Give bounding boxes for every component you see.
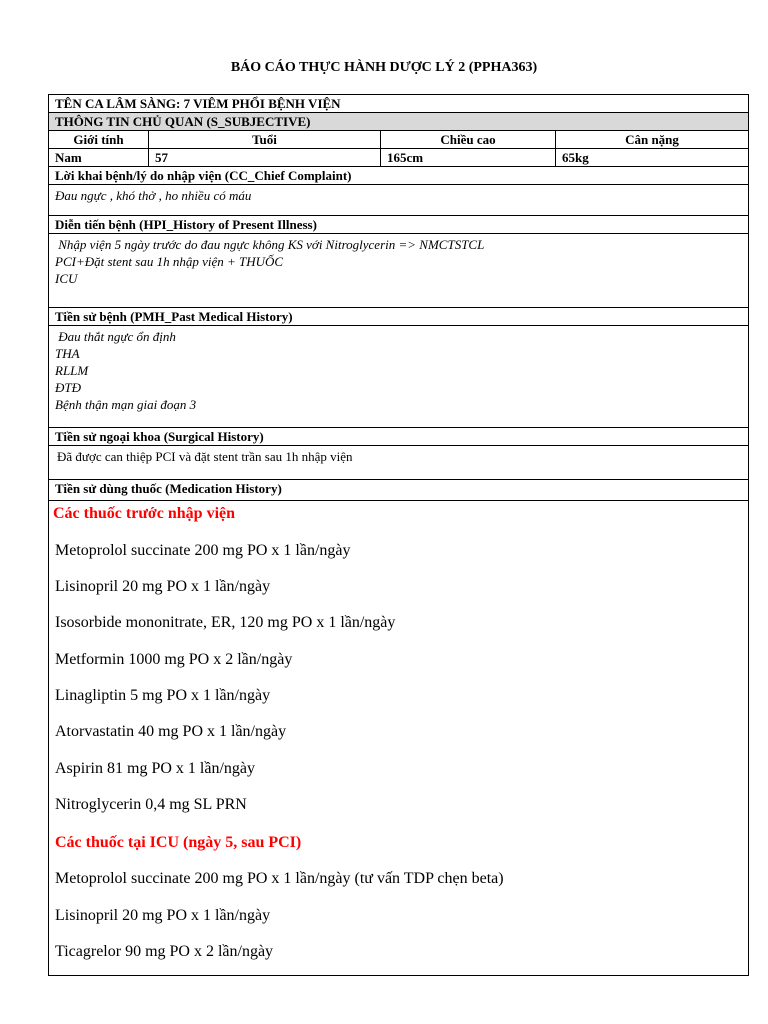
subjective-header-row bbox=[49, 113, 748, 131]
pmh-item: RLLM bbox=[55, 363, 89, 378]
case-report-table bbox=[48, 94, 749, 976]
medication-item: Lisinopril 20 mg PO x 1 lần/ngày bbox=[55, 578, 271, 595]
demographics-header-row bbox=[49, 131, 748, 149]
medication-item: Nitroglycerin 0,4 mg SL PRN bbox=[55, 796, 247, 813]
demographics-value-row bbox=[49, 149, 748, 167]
icu-medication-item: Ticagrelor 90 mg PO x 2 lần/ngày bbox=[55, 943, 274, 960]
medication-item: Metformin 1000 mg PO x 2 lần/ngày bbox=[55, 651, 293, 668]
height-header: Chiều cao bbox=[381, 131, 556, 148]
hpi-label: Diễn tiến bệnh (HPI_History of Present Illness) bbox=[55, 217, 317, 232]
chief-complaint-row bbox=[49, 185, 748, 216]
subjective-header: THÔNG TIN CHỦ QUAN (S_SUBJECTIVE) bbox=[55, 114, 311, 129]
weight-value: 65kg bbox=[562, 150, 589, 165]
pmh-row bbox=[49, 326, 748, 428]
surgical-label-row bbox=[49, 428, 748, 446]
pmh-item: Đau thắt ngực ổn định bbox=[55, 329, 176, 344]
hpi-line: PCI+Đặt stent sau 1h nhập viện + THUỐC bbox=[55, 254, 284, 269]
pmh-label-row bbox=[49, 308, 748, 326]
height-value: 165cm bbox=[381, 149, 556, 166]
medication-item: Aspirin 81 mg PO x 1 lần/ngày bbox=[55, 760, 255, 777]
icu-header: Các thuốc tại ICU (ngày 5, sau PCI) bbox=[55, 834, 302, 851]
surgical-text: Đã được can thiệp PCI và đặt stent trần sau 1h nhập viện bbox=[57, 449, 353, 464]
medication-label: Tiền sử dùng thuốc (Medication History) bbox=[55, 481, 282, 496]
medication-item: Isosorbide mononitrate, ER, 120 mg PO x 1 lần/ngày bbox=[55, 614, 396, 631]
hpi-row bbox=[49, 234, 748, 308]
hpi-line: ICU bbox=[55, 271, 78, 286]
report-title: BÁO CÁO THỰC HÀNH DƯỢC LÝ 2 (PPHA363) bbox=[230, 60, 538, 75]
chief-complaint-label-row bbox=[49, 167, 748, 185]
chief-complaint-label: Lời khai bệnh/lý do nhập viện (CC_Chief Complaint) bbox=[55, 168, 352, 183]
age-header: Tuổi bbox=[149, 131, 381, 148]
surgical-label: Tiền sử ngoại khoa (Surgical History) bbox=[55, 429, 264, 444]
gender-value: Nam bbox=[49, 149, 149, 166]
gender-header: Giới tính bbox=[49, 131, 149, 148]
medication-item: Linagliptin 5 mg PO x 1 lần/ngày bbox=[55, 687, 271, 704]
pmh-label: Tiền sử bệnh (PMH_Past Medical History) bbox=[55, 309, 293, 324]
hpi-label-row bbox=[49, 216, 748, 234]
weight-header: Cân nặng bbox=[625, 132, 679, 147]
chief-complaint-text: Đau ngực , khó thở , ho nhiều có máu bbox=[55, 188, 252, 203]
pmh-item: ĐTĐ bbox=[55, 380, 82, 395]
medication-divider bbox=[49, 500, 748, 501]
pmh-item: THA bbox=[55, 346, 80, 361]
medication-item: Metoprolol succinate 200 mg PO x 1 lần/ngày bbox=[55, 542, 351, 559]
hpi-line: Nhập viện 5 ngày trước do đau ngực không KS với Nitroglycerin => NMCTSTCL bbox=[55, 237, 485, 252]
case-title-row bbox=[49, 95, 748, 113]
case-title: TÊN CA LÂM SÀNG: 7 VIÊM PHỔI BỆNH VIỆN bbox=[55, 96, 341, 111]
surgical-row bbox=[49, 446, 748, 480]
medication-item: Atorvastatin 40 mg PO x 1 lần/ngày bbox=[55, 723, 287, 740]
icu-medication-item: Lisinopril 20 mg PO x 1 lần/ngày bbox=[55, 907, 271, 924]
pre-admission-header: Các thuốc trước nhập viện bbox=[53, 505, 236, 522]
age-value: 57 bbox=[149, 149, 381, 166]
pmh-item: Bệnh thận mạn giai đoạn 3 bbox=[55, 397, 197, 412]
medication-label-row bbox=[49, 480, 748, 500]
icu-medication-item: Metoprolol succinate 200 mg PO x 1 lần/ngày (tư vấn TDP chẹn beta) bbox=[55, 870, 504, 887]
